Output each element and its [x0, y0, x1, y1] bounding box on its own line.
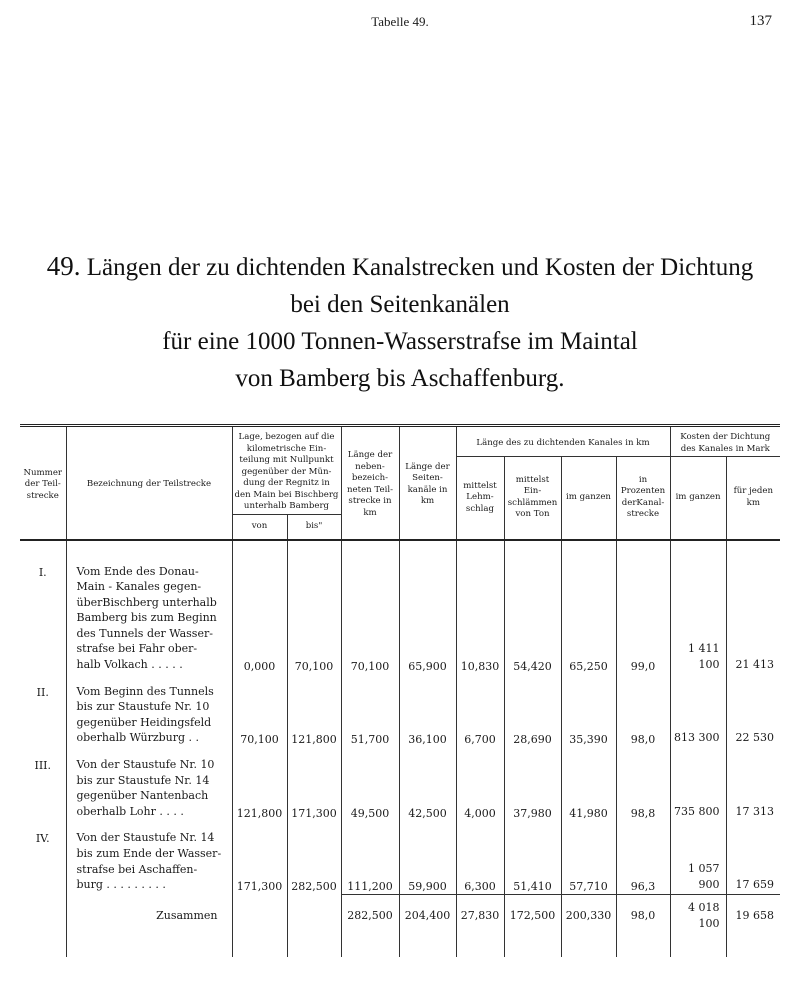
table-row: [20, 757, 780, 821]
cell-prozent: 98,8: [616, 757, 670, 821]
row-description: [66, 564, 232, 675]
cell-kosten-km: 17 313: [726, 757, 780, 821]
desc-line: strafse bei Fahr ober-: [76, 642, 198, 656]
cell-von: 70,100: [232, 684, 287, 748]
cell-bis: 171,300: [287, 757, 341, 821]
col-kosten-km: für jeden km: [726, 457, 780, 540]
total-dicht-ganzen: 200,330: [561, 895, 616, 937]
desc-line: Von der Staustufe Nr. 14: [76, 831, 215, 845]
col-kosten-ganzen: im ganzen: [670, 457, 726, 540]
cell-von: 171,300: [232, 830, 287, 894]
desc-line: Vom Ende des Donau-: [76, 564, 199, 578]
col-bezeichnung: Bezeichnung der Teilstrecke: [66, 426, 232, 540]
cell-seitenkanaele: 42,500: [399, 757, 456, 821]
table-row: [20, 564, 780, 675]
cell-kosten: 813 300: [670, 684, 726, 748]
desc-line: bis zum Ende der Wasser-: [76, 847, 222, 860]
table-title: [20, 248, 780, 397]
total-teilstrecke: 282,500: [341, 895, 399, 937]
total-row: [20, 895, 780, 937]
desc-line: des Tunnels der Wasser-: [76, 626, 213, 640]
desc-line: oberhalb Lohr . . . .: [76, 804, 184, 818]
cell-seitenkanaele: 59,900: [399, 830, 456, 894]
col-bis: bis": [287, 514, 341, 540]
data-table: [20, 424, 780, 957]
col-prozent: in Prozenten derKanal- strecke: [616, 457, 670, 540]
table-header: [20, 426, 780, 540]
cell-kosten-km: 17 659: [726, 830, 780, 894]
cell-bis: 121,800: [287, 684, 341, 748]
title-line-4: von Bamberg bis Aschaffenburg.: [235, 365, 565, 392]
cell-von: 121,800: [232, 757, 287, 821]
cell-bis: 70,100: [287, 564, 341, 675]
cell-ton: 51,410: [504, 830, 561, 894]
row-number: II.: [36, 685, 49, 699]
cell-lehmschlag: 6,700: [456, 684, 504, 748]
cell-dicht-ganzen: 57,710: [561, 830, 616, 894]
col-laenge-seitenkanaele: Länge der Seiten- kanäle in km: [399, 426, 456, 540]
total-label: Zusammen: [66, 895, 232, 937]
col-ton: mittelst Ein- schlämmen von Ton: [504, 457, 561, 540]
row-number: III.: [34, 759, 52, 773]
table-number: 49.: [46, 251, 81, 281]
desc-line: bis zur Staustufe Nr. 10: [76, 700, 210, 714]
title-line-3: für eine 1000 Tonnen-Wasserstrafse im Maintal: [162, 328, 638, 355]
row-description: [66, 684, 232, 748]
row-number: I.: [38, 565, 47, 579]
cell-kosten: 735 800: [670, 757, 726, 821]
desc-line: Vom Beginn des Tunnels: [76, 684, 214, 698]
desc-line: Von der Staustufe Nr. 10: [76, 758, 215, 772]
cell-kosten: 1 411 100: [670, 564, 726, 675]
col-von: von: [232, 514, 287, 540]
desc-line: gegenüber Heidingsfeld: [76, 715, 212, 729]
cell-von: 0,000: [232, 564, 287, 675]
cell-ton: 37,980: [504, 757, 561, 821]
row-description: [66, 757, 232, 821]
cell-teilstrecke: 70,100: [341, 564, 399, 675]
table-row: [20, 830, 780, 894]
row-number: IV.: [35, 832, 50, 846]
cell-lehmschlag: 6,300: [456, 830, 504, 894]
col-dicht-ganzen: im ganzen: [561, 457, 616, 540]
cell-ton: 28,690: [504, 684, 561, 748]
desc-line: halb Volkach . . . . .: [76, 658, 183, 672]
col-nummer: Nummer der Teil- strecke: [20, 426, 66, 540]
title-line-2: bei den Seitenkanälen: [290, 291, 510, 318]
title-text-1: Längen der zu dichtenden Kanalstrecken und Kosten der Dichtung: [86, 254, 754, 281]
col-group-kosten: Kosten der Dichtung des Kanales in Mark: [670, 426, 780, 457]
desc-line: burg . . . . . . . . .: [76, 878, 166, 892]
cell-ton: 54,420: [504, 564, 561, 675]
cell-dicht-ganzen: 65,250: [561, 564, 616, 675]
cell-teilstrecke: 49,500: [341, 757, 399, 821]
total-kosten-km: 19 658: [726, 895, 780, 937]
desc-line: gegenüber Nantenbach: [76, 789, 209, 803]
page-number: 137: [749, 13, 772, 29]
cell-prozent: 96,3: [616, 830, 670, 894]
running-head: [0, 14, 800, 34]
cell-prozent: 99,0: [616, 564, 670, 675]
cell-lehmschlag: 10,830: [456, 564, 504, 675]
cell-teilstrecke: 111,200: [341, 830, 399, 894]
title-line-1: [20, 248, 780, 286]
desc-line: Bamberg bis zum Beginn: [76, 611, 217, 625]
row-description: [66, 830, 232, 894]
cell-kosten: 1 057 900: [670, 830, 726, 894]
total-lehmschlag: 27,830: [456, 895, 504, 937]
col-lage: Lage, bezogen auf die kilometrische Ein- teilung mit Nullpunkt gegenüber der Mün- dung der Regnitz in den Main bei Bischberg unterhalb Bamberg: [232, 426, 341, 515]
running-title: Tabelle 49.: [371, 14, 429, 29]
table-row: [20, 684, 780, 748]
cell-seitenkanaele: 36,100: [399, 684, 456, 748]
total-seitenkanaele: 204,400: [399, 895, 456, 937]
total-prozent: 98,0: [616, 895, 670, 937]
desc-line: oberhalb Würzburg . .: [76, 731, 200, 745]
cell-kosten-km: 21 413: [726, 564, 780, 675]
desc-line: strafse bei Aschaffen-: [76, 862, 198, 876]
table-body: [20, 540, 780, 958]
cell-dicht-ganzen: 35,390: [561, 684, 616, 748]
desc-line: Main - Kanales gegen-: [76, 580, 202, 594]
desc-line: überBischberg unterhalb: [76, 595, 217, 609]
cell-teilstrecke: 51,700: [341, 684, 399, 748]
col-group-dichtung: Länge des zu dichtenden Kanales in km: [456, 426, 670, 457]
col-lehmschlag: mittelst Lehm- schlag: [456, 457, 504, 540]
cell-kosten-km: 22 530: [726, 684, 780, 748]
cell-bis: 282,500: [287, 830, 341, 894]
desc-line: bis zur Staustufe Nr. 14: [76, 773, 210, 787]
cell-lehmschlag: 4,000: [456, 757, 504, 821]
cell-dicht-ganzen: 41,980: [561, 757, 616, 821]
cell-prozent: 98,0: [616, 684, 670, 748]
cell-seitenkanaele: 65,900: [399, 564, 456, 675]
total-kosten: 4 018 100: [670, 895, 726, 937]
total-ton: 172,500: [504, 895, 561, 937]
col-laenge-teilstrecke: Länge der neben- bezeich- neten Teil- strecke in km: [341, 426, 399, 540]
